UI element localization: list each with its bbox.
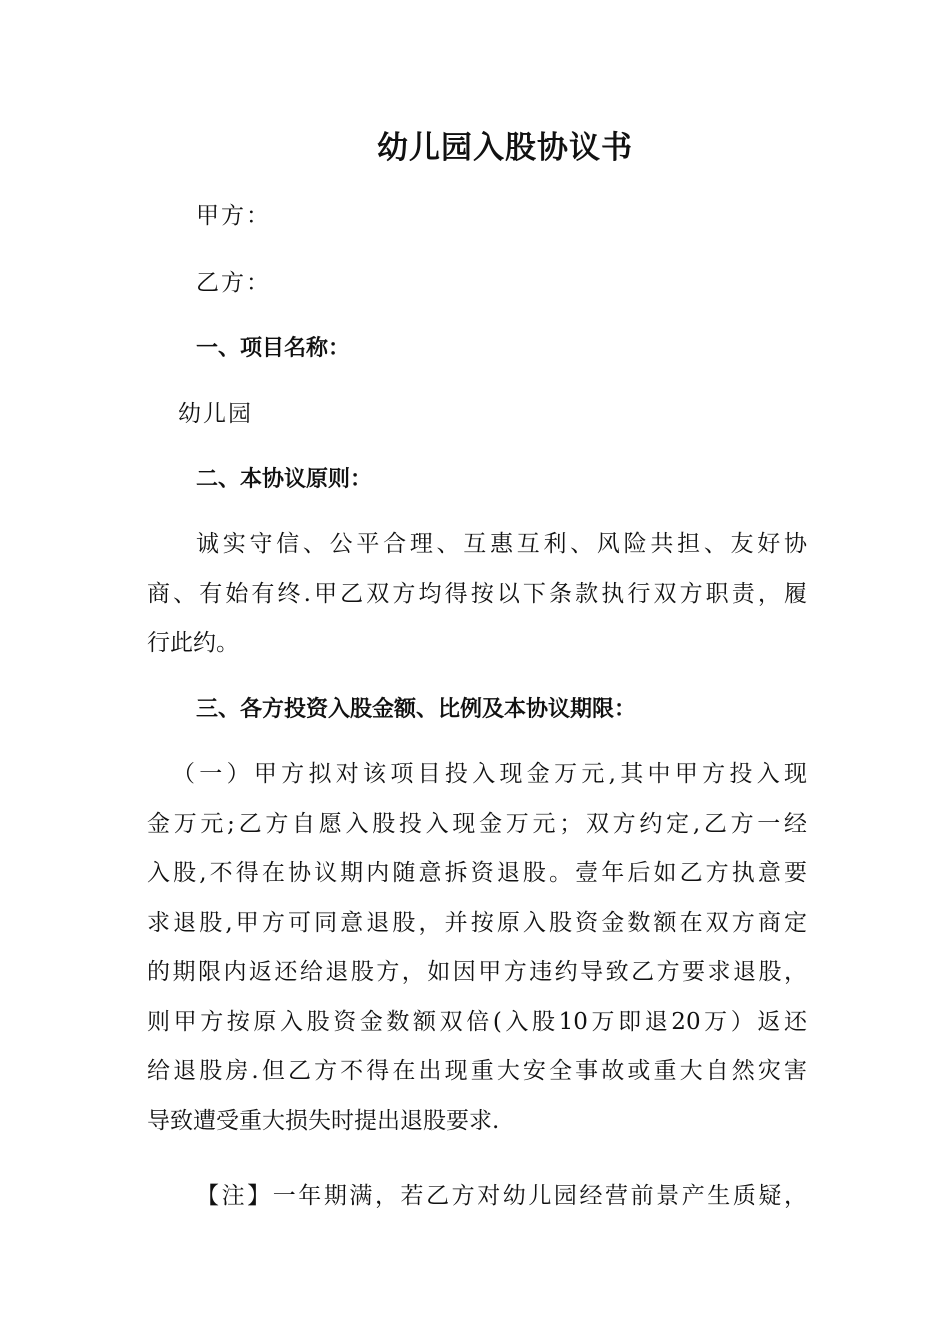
clause-1-line: 给退股房.但乙方不得在出现重大安全事故或重大自然灾害: [147, 1058, 807, 1084]
section-3-clause-1: [147, 750, 807, 1146]
clause-1-line: 求退股,甲方可同意退股，并按原入股资金数额在双方商定: [147, 909, 807, 936]
section-2-line: 行此约。: [147, 630, 239, 656]
section-1-body: 幼儿园: [178, 401, 253, 427]
section-1-heading: 一、项目名称：: [196, 336, 351, 361]
clause-1-line: 则甲方按原入股资金数额双倍(入股10万即退20万）返还: [147, 1008, 807, 1035]
clause-1-line: （一）甲方拟对该项目投入现金万元,其中甲方投入现: [172, 761, 807, 787]
party-a-label: 甲方：: [196, 203, 271, 229]
note-line: 【注】一年期满，若乙方对幼儿园经营前景产生质疑，: [196, 1183, 807, 1209]
document-title: 幼儿园入股协议书: [377, 130, 633, 166]
clause-1-line: 金万元;乙方自愿入股投入现金万元；双方约定,乙方一经: [147, 810, 807, 837]
section-3-note: [147, 1172, 807, 1222]
clause-1-line: 的期限内返还给退股方，如因甲方违约导致乙方要求退股，: [147, 959, 807, 985]
section-2-heading: 二、本协议原则：: [196, 467, 373, 492]
section-3-heading: 三、各方投资入股金额、比例及本协议期限：: [196, 697, 637, 722]
section-2-paragraph: [147, 520, 807, 669]
clause-1-line: 导致遭受重大损失时提出退股要求.: [147, 1107, 500, 1134]
section-2-line: 诚实守信、公平合理、互惠互利、风险共担、友好协: [196, 531, 807, 557]
party-b-label: 乙方：: [196, 270, 271, 296]
section-2-line: 商、有始有终.甲乙双方均得按以下条款执行双方职责，履: [147, 580, 807, 607]
clause-1-line: 入股,不得在协议期内随意拆资退股。壹年后如乙方执意要: [147, 860, 807, 886]
